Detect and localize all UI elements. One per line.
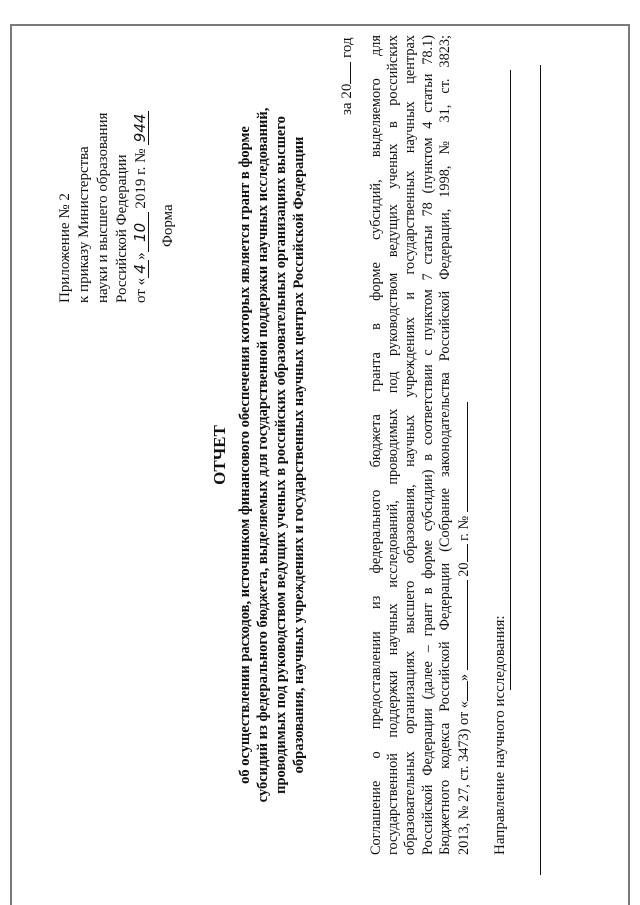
annex-block [56,111,151,303]
agreement-last-line [454,35,473,855]
annex-date-month: 10 [132,212,149,252]
agreement-date-prefix: 2013, № 27, ст. 3473) от « [456,701,473,855]
annex-order-number: 944 [132,111,149,145]
annex-line-2: к приказу Министерства [76,146,92,303]
agreement-number-label: г. № [456,515,473,541]
agreement-line: Бюджетного кодекса Российской Федерации (Собрание законодательства Российской Федерации, 1998, № 31, ст. 3823; [436,35,453,855]
form-label: Форма [160,204,176,247]
report-subtitle-line: проводимых под руководством ведущих ученых в российских образовательных организациях высшего [273,116,289,794]
page-border-left [10,24,12,905]
report-subtitle-line: субсидий из федерального бюджета, выделяемых для государственной поддержки научных исследований, [255,107,271,803]
report-title: ОТЧЕТ [210,425,229,485]
agreement-year-prefix: 20 [456,562,473,577]
agreement-line: образовательных организациях высшего образования, научных учреждениях и государственных научных центрах [402,35,419,855]
agreement-number-blank[interactable] [454,402,468,512]
annex-line-3: науки и высшего образования [95,112,111,303]
report-year [336,37,356,115]
agreement-date-mid: » [456,673,473,682]
annex-date-year: 2019 г. № [133,148,149,209]
annex-date-mid: » [133,252,149,260]
report-year-blank[interactable] [336,62,351,84]
agreement-paragraph [368,35,473,855]
annex-line-1: Приложение № 2 [57,193,73,303]
agreement-year-blank[interactable] [454,544,468,562]
agreement-line: Российской Федерации (далее – грант в форме субсидии) в соответствии с пунктом 7 статьи 78 (пунктом 4 статьи 78.1) [419,35,436,855]
agreement-line: государственной поддержки научных исследований, проводимых под руководством ведущих ученых в российских [385,35,402,855]
page-border-right [628,24,630,905]
annex-date-day: 4 [132,260,149,278]
agreement-month-blank[interactable] [454,580,468,670]
report-subtitle-line: об осуществлении расходов, источником финансового обеспечения которых является грант в форме [237,126,253,784]
agreement-day-blank[interactable] [454,681,468,701]
report-year-suffix: год [339,37,355,58]
report-subtitle-line: образования, научных учреждениях и государственных научных центрах Российской Федерации [291,136,307,774]
report-subtitle [236,15,308,895]
agreement-line: Соглашение о предоставлении из федерального бюджета гранта в форме субсидий, выделяемого для [368,35,384,855]
annex-line-4: Российской Федерации [114,154,130,303]
annex-date-line [132,111,151,303]
report-year-prefix: за 20 [339,83,355,115]
research-direction-second-line[interactable] [540,65,541,875]
annex-date-prefix: от « [133,277,149,303]
rotated-page [40,15,600,895]
research-direction-label: Направление научного исследования: [492,615,508,855]
research-direction-input-line[interactable] [510,70,511,690]
